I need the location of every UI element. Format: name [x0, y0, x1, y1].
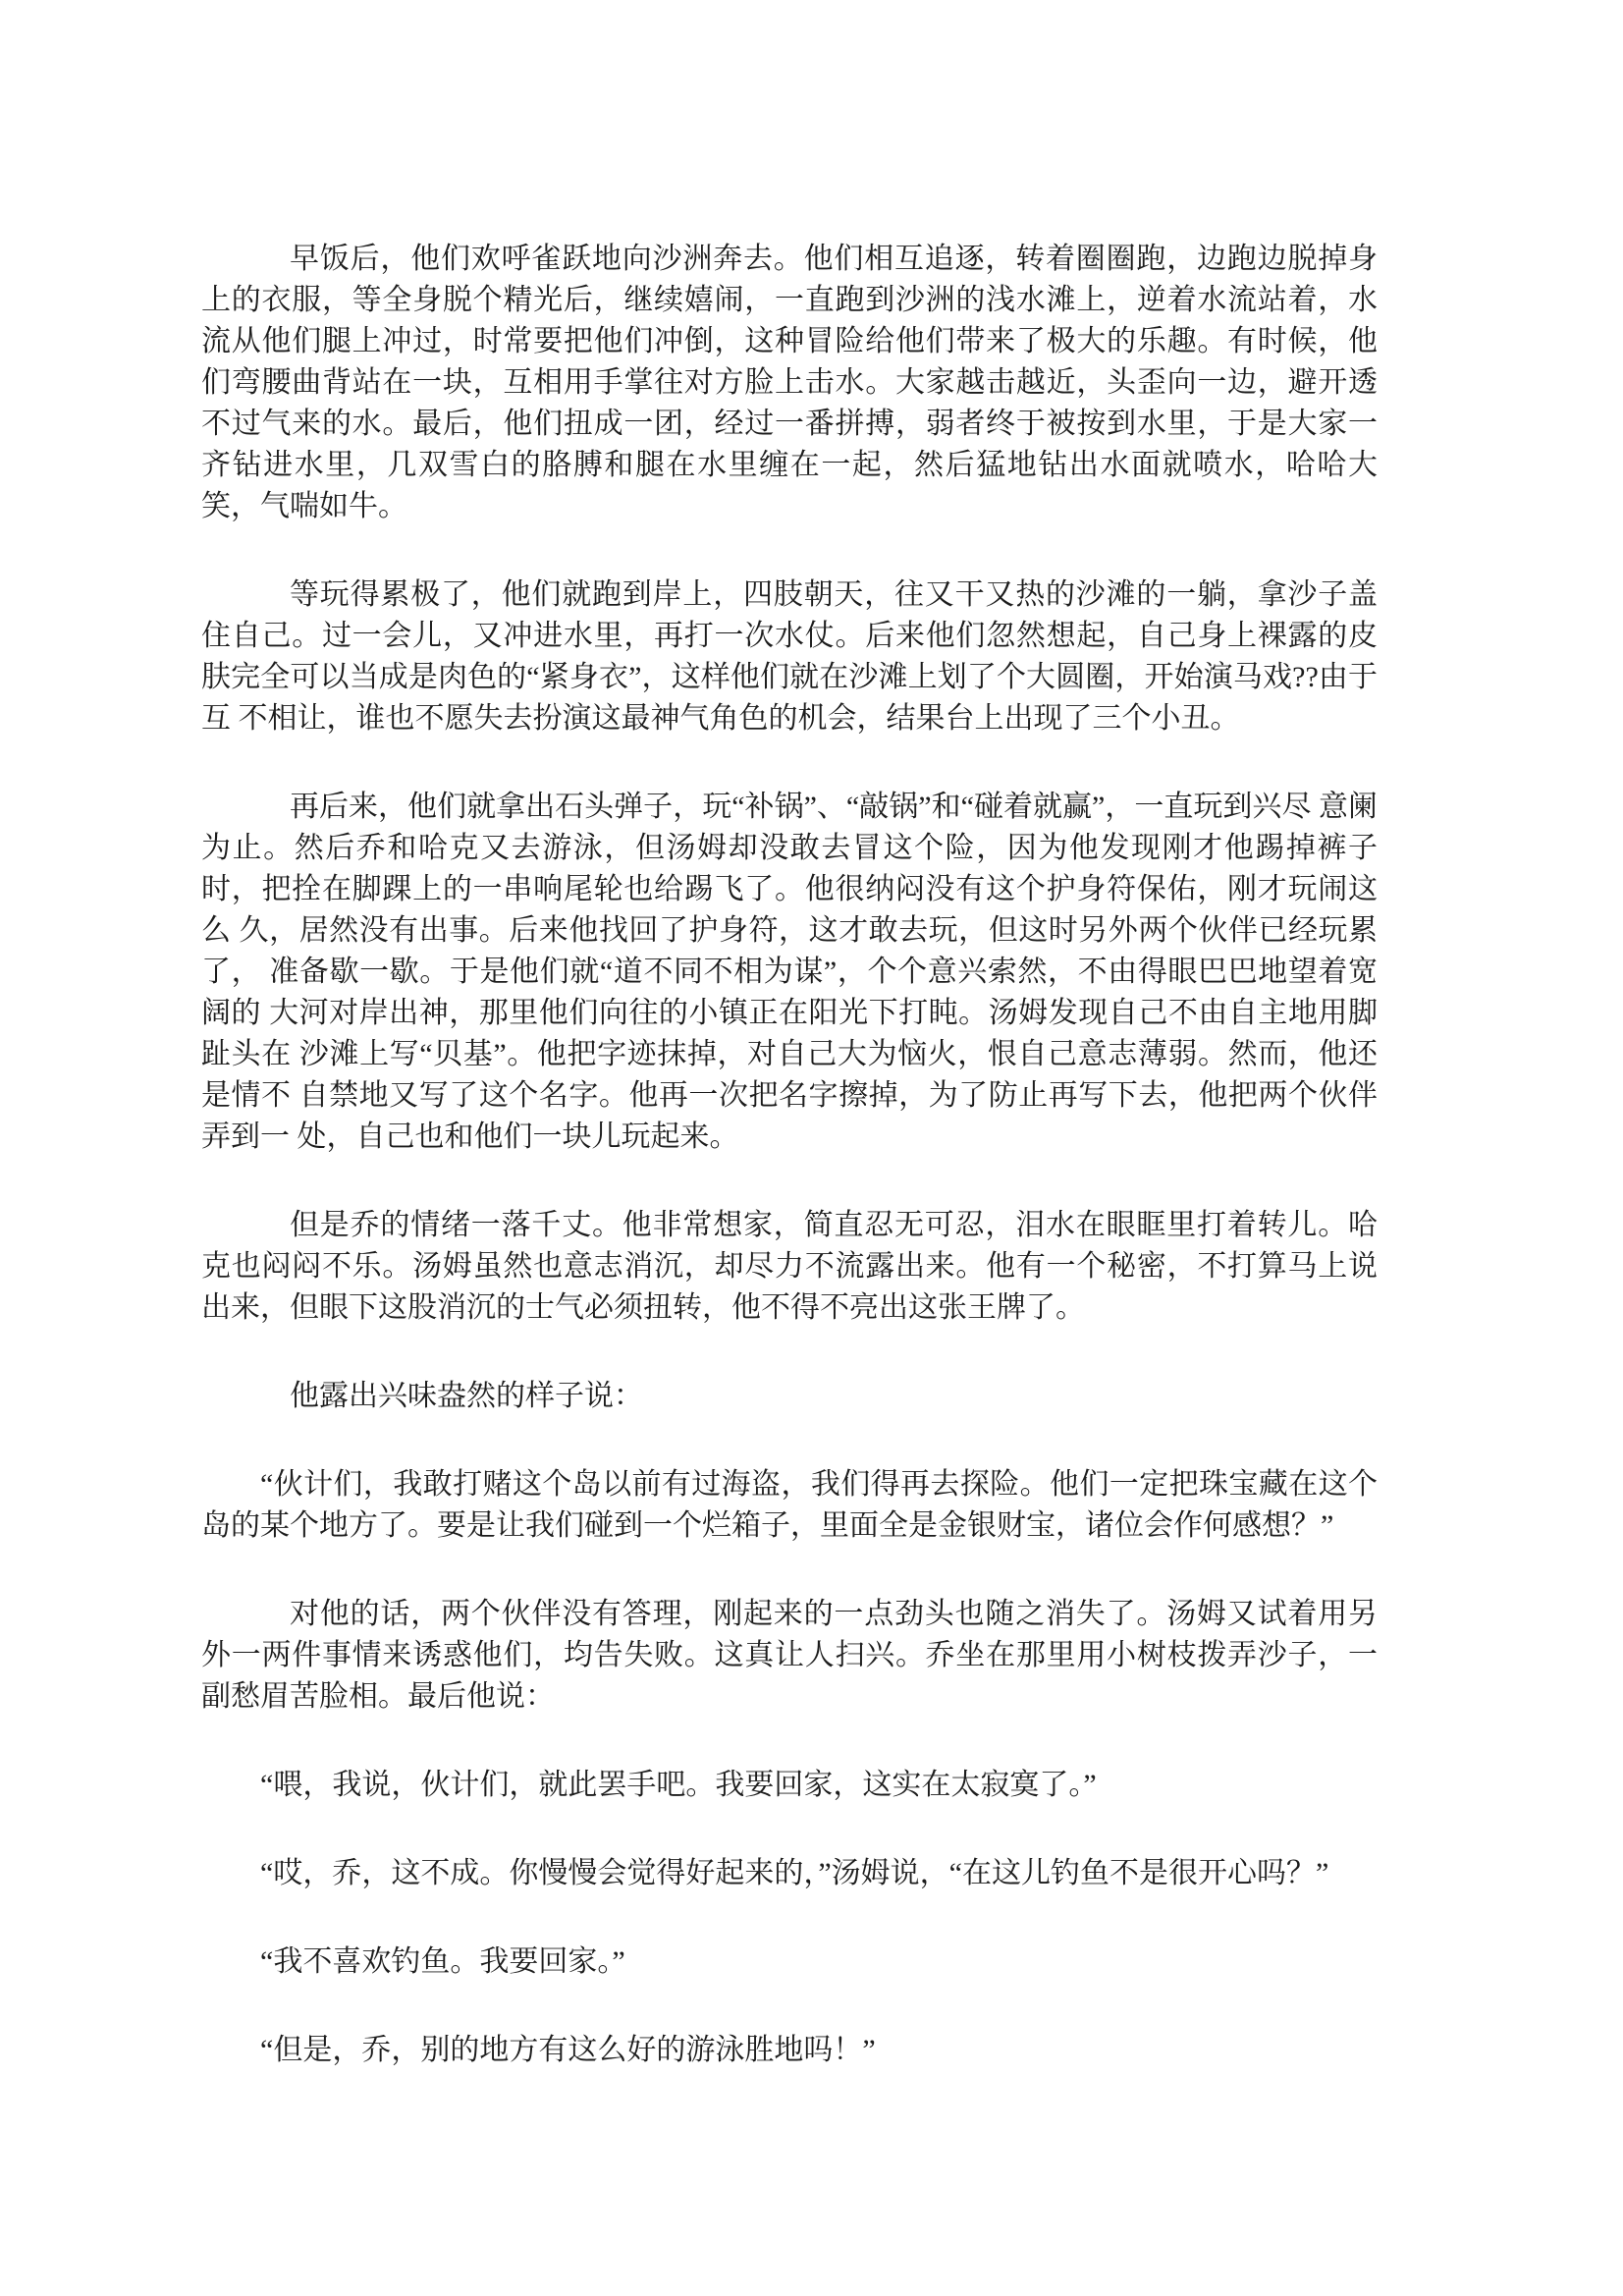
paragraph-dialogue: “伙计们，我敢打赌这个岛以前有过海盗，我们得再去探险。他们一定把珠宝藏在这个岛的某个地方了。要是让我们碰到一个烂箱子，里面全是金银财宝，诸位会作何感想？”: [201, 1468, 1378, 1542]
paragraph-dialogue: “我不喜欢钓鱼。我要回家。”: [260, 1945, 625, 1978]
paragraph: 但是乔的情绪一落千丈。他非常想家，简直忍无可忍，泪水在眼眶里打着转儿。哈克也闷闷不乐。汤姆虽然也意志消沉，却尽力不流露出来。他有一个秘密，不打算马上说出来，但眼下这股消沉的士气必须扭转，他不得不亮出这张王牌了。: [201, 1209, 1378, 1324]
paragraph-dialogue: “哎，乔，这不成。你慢慢会觉得好起来的，”汤姆说，“在这儿钓鱼不是很开心吗？”: [260, 1857, 1329, 1889]
document-text-block: [201, 239, 1378, 2118]
paragraph: 早饭后，他们欢呼雀跃地向沙洲奔去。他们相互追逐，转着圈圈跑，边跑边脱掉身上的衣服，等全身脱个精光后，继续嬉闹，一直跑到沙洲的浅水滩上，逆着水流站着，水流从他们腿上冲过，时常要把他们冲倒，这种冒险给他们带来了极大的乐趣。有时候，他们弯腰曲背站在一块，互相用手掌往对方脸上击水。大家越击越近，头歪向一边，避开透不过气来的水。最后，他们扭成一团，经过一番拼搏，弱者终于被按到水里，于是大家一齐钻进水里，几双雪白的胳膊和腿在水里缠在一起，然后猛地钻出水面就喷水，哈哈大笑，气喘如牛。: [201, 243, 1378, 522]
paragraph: 对他的话，两个伙伴没有答理，刚起来的一点劲头也随之消失了。汤姆又试着用另外一两件事情来诱惑他们，均告失败。这真让人扫兴。乔坐在那里用小树枝拨弄沙子，一副愁眉苦脸相。最后他说：: [201, 1598, 1378, 1713]
paragraph: 再后来，他们就拿出石头弹子，玩“补锅”、“敲锅”和“碰着就赢”，一直玩到兴尽 意阑为止。然后乔和哈克又去游泳，但汤姆却没敢去冒这个险，因为他发现刚才他踢掉裤子 时，把拴在脚踝上的一串响尾轮也给踢飞了。他很纳闷没有这个护身符保佑，刚才玩闹这么 久，居然没有出事。后来他找回了护身符，这才敢去玩，但这时另外两个伙伴已经玩累了， 准备歇一歇。于是他们就“道不同不相为谋”，个个意兴索然，不由得眼巴巴地望着宽阔的 大河对岸出神，那里他们向往的小镇正在阳光下打盹。汤姆发现自己不由自主地用脚趾头在 沙滩上写“贝基”。他把字迹抹掉，对自己大为恼火，恨自己意志薄弱。然而，他还是情不 自禁地又写了这个名字。他再一次把名字擦掉，为了防止再写下去，他把两个伙伴弄到一 处，自己也和他们一块儿玩起来。: [201, 791, 1378, 1153]
paragraph-dialogue: “喂，我说，伙计们，就此罢手吧。我要回家，这实在太寂寞了。”: [260, 1769, 1097, 1801]
paragraph-dialogue: “但是，乔，别的地方有这么好的游泳胜地吗！”: [260, 2034, 876, 2066]
paragraph: 他露出兴味盎然的样子说：: [290, 1380, 643, 1412]
paragraph: 等玩得累极了，他们就跑到岸上，四肢朝天，往又干又热的沙滩的一躺，拿沙子盖住自己。过一会儿，又冲进水里，再打一次水仗。后来他们忽然想起，自己身上裸露的皮肤完全可以当成是肉色的“紧身衣”，这样他们就在沙滩上划了个大圆圈，开始演马戏??由于互 不相让，谁也不愿失去扮演这最神气角色的机会，结果台上出现了三个小丑。: [201, 578, 1378, 735]
